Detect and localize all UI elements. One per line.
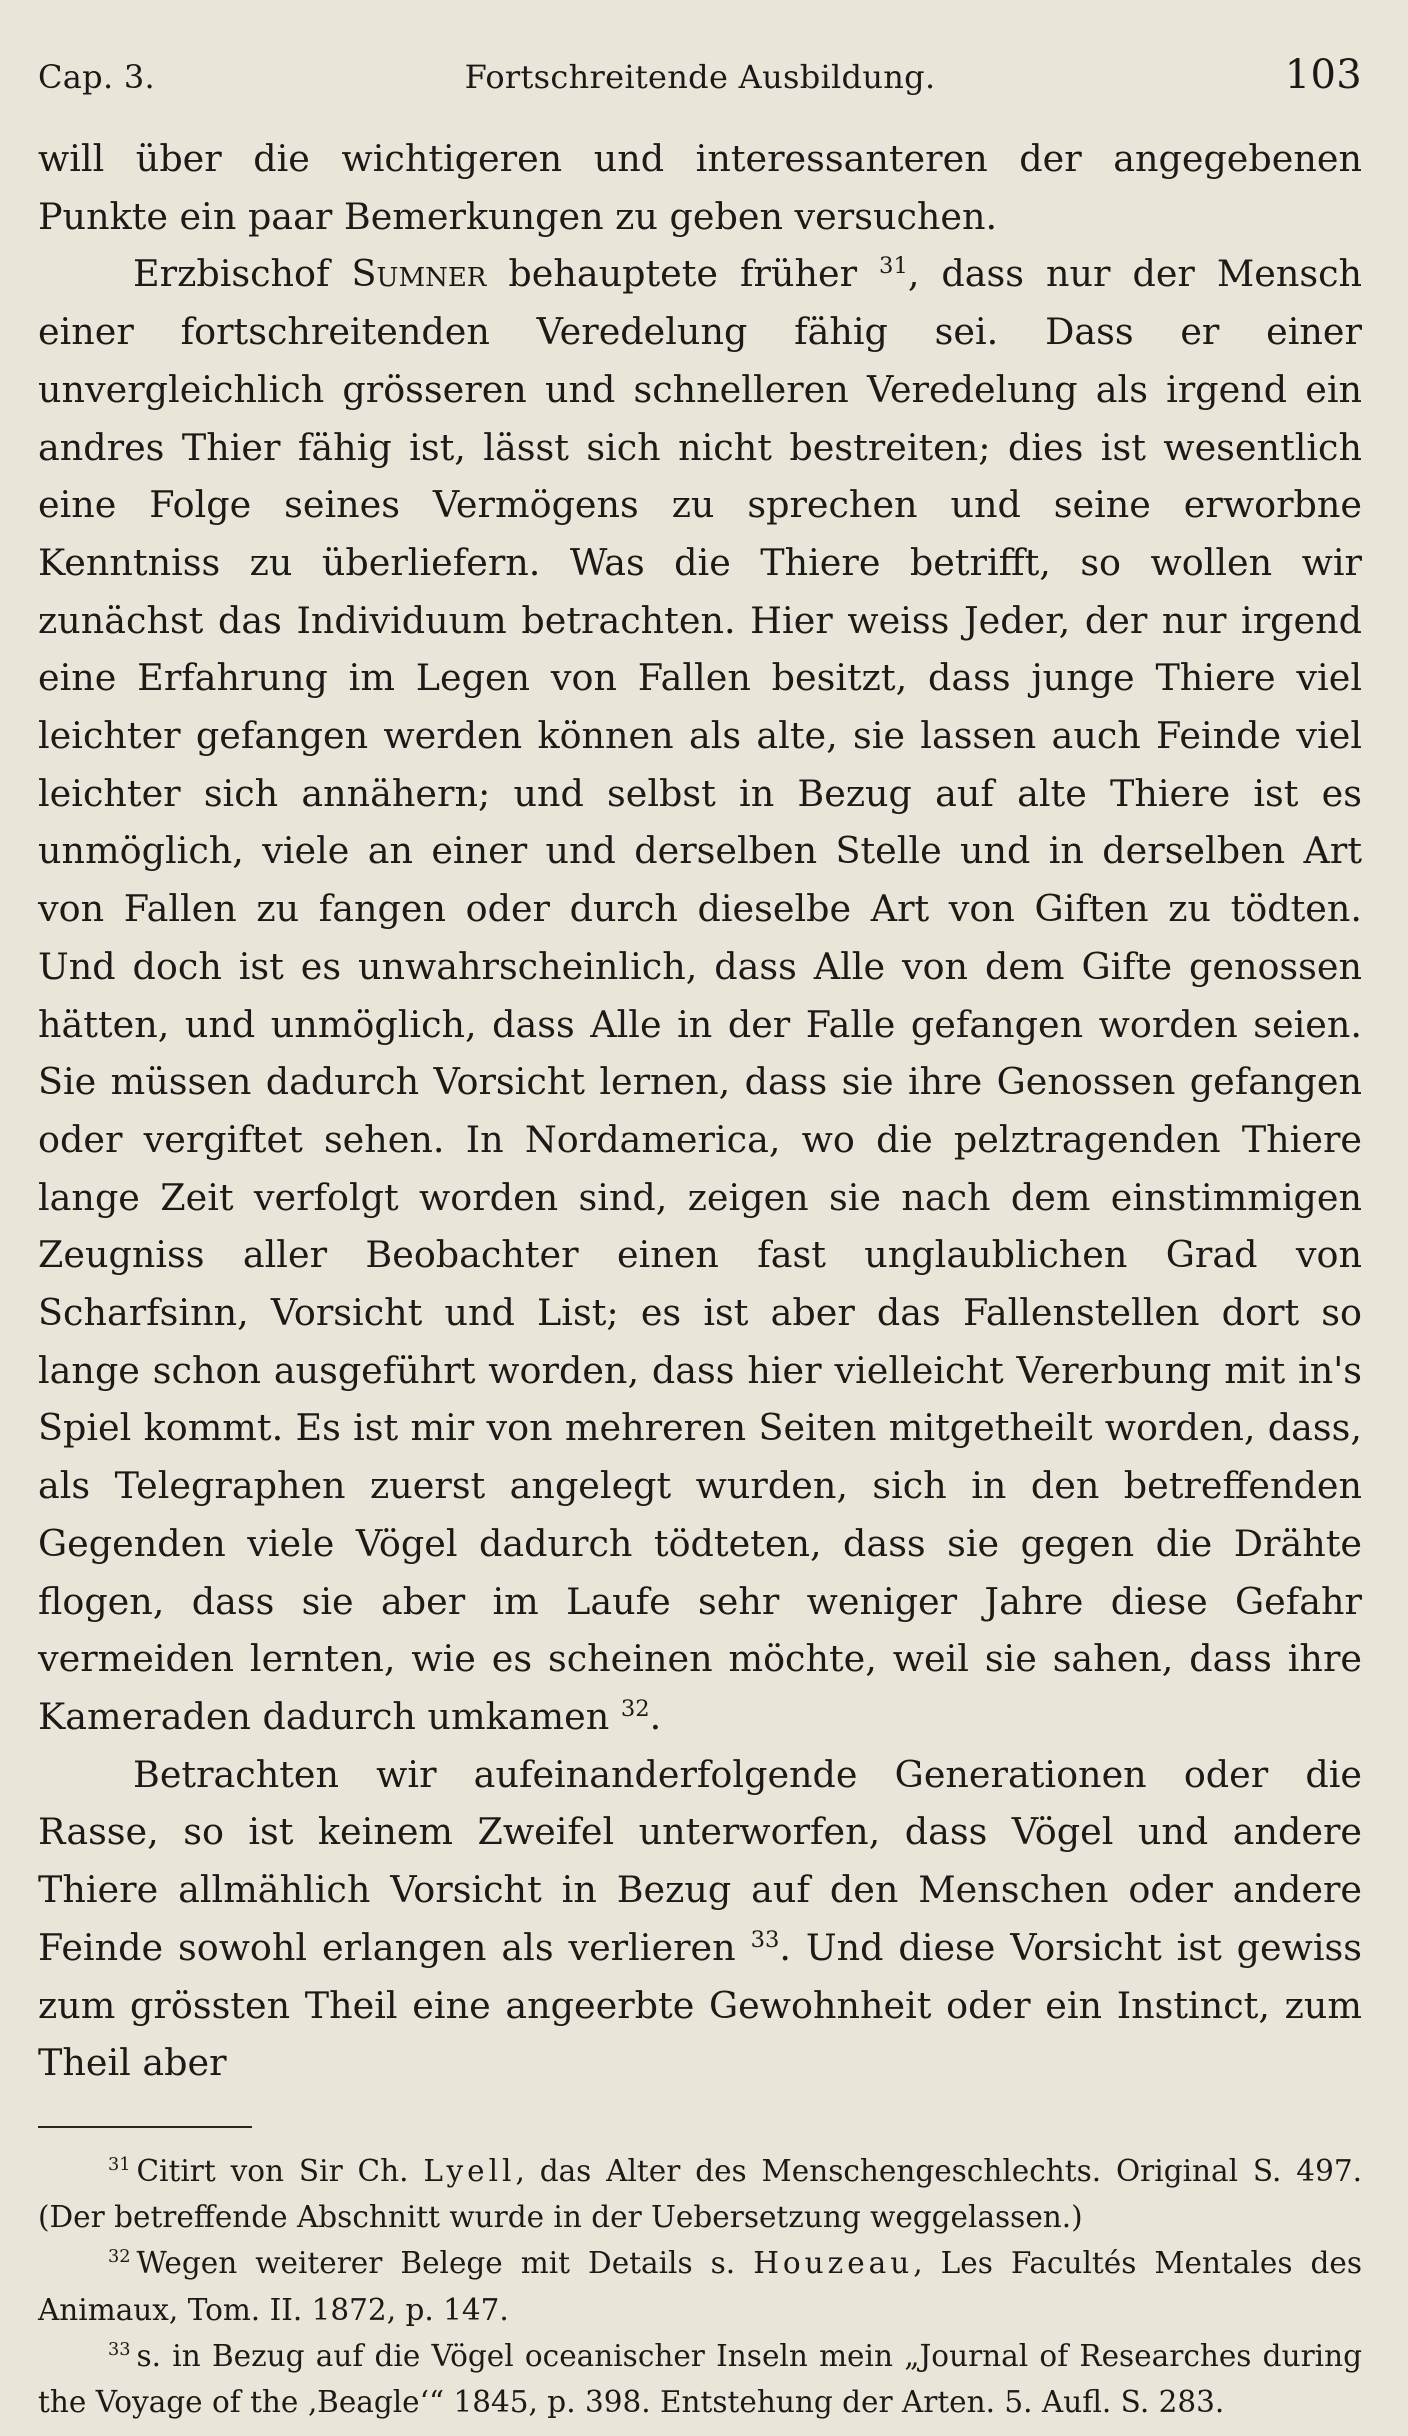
footnote-number: 31 [108, 2155, 131, 2176]
footnote-ref-32[interactable]: 32 [620, 1695, 650, 1722]
footnotes [38, 2148, 1362, 2425]
footnote-31 [38, 2148, 1362, 2240]
paragraph-2-end: . [649, 1694, 662, 1738]
footnote-text: , Les Facultés Mentales des Animaux, Tom. II. 1872, p. 147. [38, 2246, 1362, 2327]
footnote-text: , das Alter des Menschengeschlechts. Original S. 497. (Der betreffende Abschnitt wurde in der Uebersetzung weggelassen.) [38, 2153, 1362, 2235]
paragraph-2 [38, 245, 1362, 1745]
paragraph-3-text-b: . Und diese Vorsicht ist gewiss zum grössten Theil eine angeerbte Gewohnheit oder ein Instinct, zum Theil aber [38, 1925, 1362, 2085]
footnote-ref-33[interactable]: 33 [750, 1926, 780, 1953]
chapter-label: Cap. 3. [38, 58, 156, 96]
paragraph-2-text-a: behauptete früher [508, 252, 858, 296]
footnote-33 [38, 2333, 1362, 2425]
footnote-text: s. in Bezug auf die Vögel oceanischer Inseln mein „Journal of Researches during the Voyage of the ‚Beagle‘“ 1845, p. 398. Entstehung der Arten. 5. Aufl. S. 283. [38, 2338, 1362, 2419]
paragraph-1: will über die wichtigeren und interessanteren der angegebenen Punkte ein paar Bemerkungen zu geben versuchen. [38, 137, 1362, 238]
footnote-number: 32 [108, 2247, 131, 2268]
page-number: 103 [1284, 52, 1362, 98]
footnote-divider [38, 2126, 252, 2128]
footnote-number: 33 [108, 2339, 131, 2360]
author-name-lyell: Lyell [423, 2153, 516, 2188]
footnote-text: Citirt von Sir Ch. [136, 2153, 409, 2188]
paragraph-2-text-b: , dass nur der Mensch einer fortschreitenden Veredelung fähig sei. Dass er einer unvergleichlich grösseren und schnelleren Veredelung als irgend ein andres Thier fähig ist, lässt sich nicht bestreiten; dies ist wesentlich eine Folge seines Vermögens zu sprechen und seine erworbne Kenntniss zu überliefern. Was die Thiere betrifft, so wollen wir zunächst das Individuum betrachten. Hier weiss Jeder, der nur irgend eine Erfahrung im Legen von Fallen besitzt, dass junge Thiere viel leichter gefangen werden können als alte, sie lassen auch Feinde viel leichter sich annähern; und selbst in Bezug auf alte Thiere ist es unmöglich, viele an einer und derselben Stelle und in derselben Art von Fallen zu fangen oder durch dieselbe Art von Giften zu tödten. Und doch ist es unwahrscheinlich, dass Alle von dem Gifte genossen hätten, und unmöglich, dass Alle in der Falle gefangen worden seien. Sie müssen dadurch Vorsicht lernen, dass sie ihre Genossen gefangen oder vergiftet sehen. In Nordamerica, wo die pelztragenden Thiere lange Zeit verfolgt worden sind, zeigen sie nach dem einstimmigen Zeugniss aller Beobachter einen fast unglaublichen Grad von Scharfsinn, Vorsicht und List; es ist aber das Fallenstellen dort so lange schon ausgeführt worden, dass hier vielleicht Vererbung mit in's Spiel kommt. Es ist mir von mehreren Seiten mitgetheilt worden, dass, als Telegraphen zuerst angelegt wurden, sich in den betreffenden Gegenden viele Vögel dadurch tödteten, dass sie gegen die Drähte flogen, dass sie aber im Laufe sehr weniger Jahre diese Gefahr vermeiden lernten, wie es scheinen möchte, weil sie sahen, dass ihre Kameraden dadurch umkamen [38, 252, 1363, 1738]
running-title: Fortschreitende Ausbildung. [464, 58, 936, 96]
running-header [38, 52, 1362, 112]
footnote-ref-31[interactable]: 31 [879, 253, 908, 280]
author-name-sumner: Sumner [351, 252, 487, 296]
paragraph-3 [38, 1746, 1362, 2092]
body-text [38, 130, 1362, 2092]
author-name-houzeau: Houzeau [753, 2246, 914, 2281]
paragraph-3-text-a: Betrachten wir aufeinanderfolgende Generationen oder die Rasse, so ist keinem Zweifel unterworfen, dass Vögel und andere Thiere allmählich Vorsicht in Bezug auf den Menschen oder andere Feinde sowohl erlangen als verlieren [38, 1752, 1362, 1969]
footnote-32 [38, 2240, 1362, 2332]
paragraph-2-start: Erzbischof [133, 252, 330, 296]
footnote-text: Wegen weiterer Belege mit Details s. [136, 2246, 736, 2281]
